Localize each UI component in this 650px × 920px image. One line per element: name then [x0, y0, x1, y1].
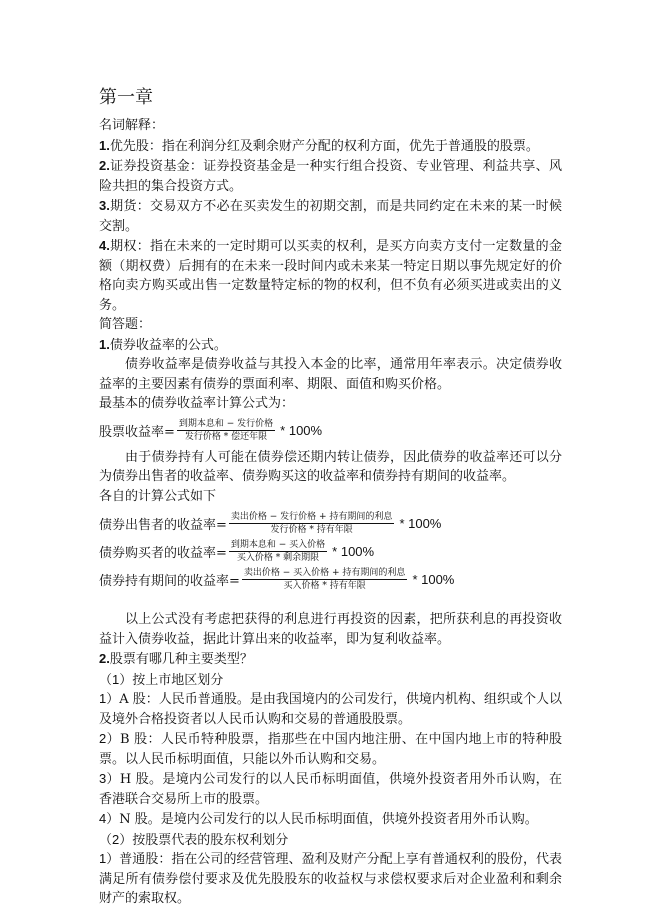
- paragraph: 以上公式没有考虑把获得的利息进行再投资的因素，把所获利息的再投资收益计入债券收益，据此计算出来的收益率，即为复利收益率。: [99, 612, 562, 647]
- formula-lhs: 债券购买者的收益率=: [99, 545, 227, 561]
- list-item: 3）H 股。是境内公司发行的以人民币标明面值，供境外投资者用外币认购，在香港联合交易所上市的股票。: [99, 771, 562, 807]
- paragraph: 由于债券持有人可能在债券偿还期内转让债券，因此债券的收益率还可以分为债券出售者的收益率、债券购买这的收益率和债券持有期间的收益率。: [99, 449, 562, 484]
- definitions-heading: 名词解释：: [99, 118, 165, 133]
- formula-basic-yield: [99, 420, 562, 442]
- formula-multiplier: * 100%: [399, 515, 442, 531]
- question-title: 2.股票有哪几种主要类型？: [99, 651, 253, 667]
- formula-denominator: 买入价格 * 持有年限: [283, 580, 366, 591]
- formula-fraction: [229, 540, 327, 563]
- formula-fraction: [229, 512, 395, 535]
- formula-multiplier: * 100%: [280, 423, 323, 438]
- list-item: 1）普通股：指在公司的经营管理、盈利及财产分配上享有普通权利的股份，代表满足所有债券偿付要求及优先股股东的收益权与求偿权要求后对企业盈利和剩余财产的索取权。: [99, 851, 562, 906]
- definition-item: 4.期权：指在未来的一定时期可以买卖的权利，是买方向卖方支付一定数量的金额（期权费）后拥有的在未来一段时间内或未来某一特定日期以事先规定好的价格向卖方购买或出售一定数量特定标的物的权利，但不负有必须买进或卖出的义务。: [99, 238, 562, 313]
- definition-item: 3.期货：交易双方不必在买卖发生的初期交割，而是共同约定在未来的某一时候交割。: [99, 198, 562, 234]
- definition-item: 2.证券投资基金：证券投资基金是一种实行组合投资、专业管理、利益共享、风险共担的集合投资方式。: [99, 158, 562, 194]
- formula-lhs: 债券持有期间的收益率=: [99, 573, 240, 589]
- paragraph: 最基本的债券收益率计算公式为：: [99, 396, 295, 411]
- formula-numerator: 到期本息和 − 买入价格: [230, 539, 326, 550]
- chapter-title: 第一章: [99, 87, 153, 108]
- paragraph: 各自的计算公式如下: [99, 488, 217, 504]
- formula-numerator: 卖出价格 − 发行价格 + 持有期间的利息: [230, 511, 393, 522]
- list-item: 4）N 股。是境内公司发行的以人民币标明面值，供境外投资者用外币认购。: [99, 811, 538, 827]
- formula-multiplier: * 100%: [412, 571, 455, 587]
- formula-numerator: 卖出价格 − 买入价格 + 持有期间的利息: [243, 567, 406, 578]
- short-answer-heading: 简答题：: [99, 317, 152, 332]
- subsection-heading: （2）按股票代表的股东权利划分: [99, 831, 289, 847]
- question-title: 1.债券收益率的公式。: [99, 336, 227, 353]
- formula-holding-yield: [99, 568, 562, 590]
- formula-buyer-yield: [99, 540, 562, 562]
- formula-denominator: 买入价格 * 剩余期限: [236, 552, 320, 563]
- definition-item: 1.优先股：指在利润分红及剩余财产分配的权利方面，优先于普通股的股票。: [99, 137, 539, 154]
- paragraph: 债券收益率是债券收益与其投入本金的比率，通常用年率表示。决定债券收益率的主要因素有债券的票面利率、期限、面值和购买价格。: [99, 357, 562, 392]
- formula-fraction: [177, 419, 275, 442]
- formula-denominator: 发行价格 * 持有年限: [270, 524, 353, 535]
- formula-multiplier: * 100%: [332, 543, 375, 559]
- list-item: 2）B 股：人民币特种股票，指那些在中国内地注册、在中国内地上市的特种股票。以人民币标明面值，只能以外币认购和交易。: [99, 731, 562, 767]
- formula-seller-yield: [99, 512, 562, 534]
- formula-denominator: 发行价格 * 偿还年限: [184, 432, 268, 442]
- subsection-heading: （1）按上市地区划分: [99, 671, 224, 687]
- spacer: [99, 596, 562, 610]
- formula-numerator: 到期本息和 − 发行价格: [178, 419, 274, 429]
- formula-fraction: [242, 568, 408, 591]
- list-item: 1）A 股：人民币普通股。是由我国境内的公司发行，供境内机构、组织或个人以及境外合格投资者以人民币认购和交易的普通股股票。: [99, 691, 562, 727]
- formula-lhs: 股票收益率=: [99, 425, 175, 440]
- formula-lhs: 债券出售者的收益率=: [99, 517, 227, 533]
